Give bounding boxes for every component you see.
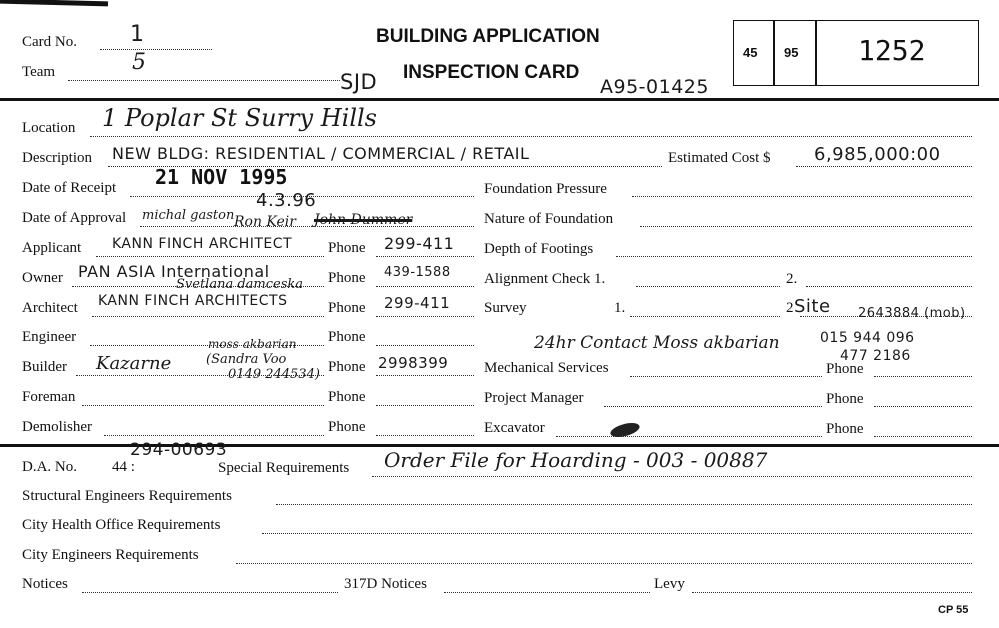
depth-footings-line — [616, 256, 972, 257]
owner-value: PAN ASIA International — [78, 262, 270, 281]
da-no-label: D.A. No. — [22, 459, 77, 475]
applicant-phone: 299-411 — [384, 234, 455, 253]
structural-label: Structural Engineers Requirements — [22, 488, 232, 504]
applicant-value: KANN FINCH ARCHITECT — [112, 236, 293, 252]
depth-footings-label: Depth of Footings — [484, 241, 594, 257]
location-value: 1 Poplar St Surry Hills — [102, 104, 377, 132]
foreman-phone-label: Phone — [328, 389, 366, 405]
survey-site: Site — [794, 296, 831, 317]
mechanical-line — [630, 376, 822, 377]
reference-box — [733, 20, 979, 86]
demolisher-line — [104, 435, 324, 436]
contact-note: 24hr Contact Moss akbarian — [534, 333, 780, 353]
alignment-line-1 — [636, 286, 780, 287]
survey-2: 2 — [786, 300, 794, 316]
team-value: 5 — [132, 50, 146, 75]
contact-phone-1: 015 944 096 — [820, 330, 915, 346]
architect-value: KANN FINCH ARCHITECTS — [98, 293, 288, 309]
owner-label: Owner — [22, 270, 63, 286]
owner-phone-label: Phone — [328, 270, 366, 286]
description-label: Description — [22, 150, 92, 166]
title-line-2: INSPECTION CARD — [403, 62, 580, 83]
survey-1: 1. — [614, 300, 626, 316]
team-line — [68, 80, 340, 81]
builder-label: Builder — [22, 359, 67, 375]
builder-note-1: moss akbarian — [208, 337, 297, 351]
demolisher-label: Demolisher — [22, 419, 92, 435]
nature-foundation-line — [640, 226, 972, 227]
footer-code: CP 55 — [938, 604, 969, 616]
demolisher-phone-label: Phone — [328, 419, 366, 435]
title-line-1: BUILDING APPLICATION — [376, 26, 600, 47]
estimated-cost-label: Estimated Cost $ — [668, 150, 771, 166]
team-label: Team — [22, 64, 56, 80]
estimated-cost-value: 6,985,000:00 — [814, 144, 941, 165]
city-engineers-label: City Engineers Requirements — [22, 547, 199, 563]
builder-phone: 2998399 — [378, 354, 449, 372]
project-manager-phone-label: Phone — [826, 391, 864, 407]
architect-phone-line — [376, 316, 474, 317]
contact-phone-2: 477 2186 — [840, 348, 911, 364]
owner-note: Svetlana damceska — [176, 277, 304, 292]
mechanical-phone-label: Phone — [826, 361, 864, 377]
applicant-line — [96, 256, 324, 257]
foundation-pressure-label: Foundation Pressure — [484, 181, 607, 197]
levy-label: Levy — [654, 576, 685, 592]
date-approval-value: 4.3.96 — [256, 190, 317, 211]
builder-phone-label: Phone — [328, 359, 366, 375]
box-value-3: 1252 — [858, 34, 926, 67]
builder-value: Kazarne — [96, 353, 172, 374]
structural-line — [276, 504, 972, 505]
city-health-label: City Health Office Requirements — [22, 517, 221, 533]
owner-phone-line — [376, 286, 474, 287]
engineer-phone-label: Phone — [328, 329, 366, 345]
applicant-phone-line — [376, 256, 474, 257]
excavator-phone-label: Phone — [826, 421, 864, 437]
special-requirements-label: Special Requirements — [218, 460, 350, 476]
location-label: Location — [22, 120, 76, 136]
excavator-line — [556, 436, 822, 437]
applicant-phone-label: Phone — [328, 240, 366, 256]
nature-foundation-label: Nature of Foundation — [484, 211, 614, 227]
survey-site-phone: 2643884 (mob) — [858, 306, 966, 321]
city-engineers-line — [236, 563, 972, 564]
excavator-phone-line — [874, 436, 972, 437]
foundation-pressure-line — [632, 196, 972, 197]
mechanical-label: Mechanical Services — [484, 360, 609, 376]
top-corner-mark — [0, 0, 108, 6]
notices-line — [82, 592, 338, 593]
description-value: NEW BLDG: RESIDENTIAL / COMMERCIAL / RETAIL — [112, 144, 530, 163]
card-no-line — [100, 49, 212, 50]
date-approval-label: Date of Approval — [22, 210, 127, 226]
mechanical-phone-line — [874, 376, 972, 377]
excavator-label: Excavator — [484, 420, 545, 436]
notices-label: Notices — [22, 576, 68, 592]
foreman-line — [82, 405, 324, 406]
project-manager-line — [604, 406, 822, 407]
box-value-1: 45 — [743, 45, 758, 60]
survey-line-1 — [630, 316, 780, 317]
architect-line — [92, 316, 324, 317]
alignment-line-2 — [806, 286, 972, 287]
application-number-handwritten: A95-01425 — [600, 76, 709, 98]
builder-note-3: 0149 244534) — [228, 367, 320, 382]
approval-note-2: Ron Keir — [234, 214, 296, 230]
alignment-check-label: Alignment Check 1. — [484, 271, 606, 287]
notices-317d-line — [444, 592, 650, 593]
da-value: 294-00693 — [130, 440, 228, 460]
foreman-label: Foreman — [22, 389, 76, 405]
demolisher-phone-line — [376, 435, 474, 436]
engineer-label: Engineer — [22, 329, 77, 345]
approval-note-1: michal gaston — [142, 208, 235, 223]
owner-phone: 439-1588 — [384, 265, 451, 280]
notices-317d-label: 317D Notices — [344, 576, 427, 592]
foreman-phone-line — [376, 405, 474, 406]
date-receipt-value: 21 NOV 1995 — [155, 165, 288, 189]
architect-phone-label: Phone — [328, 300, 366, 316]
initials-handwritten: SJD — [340, 70, 378, 94]
applicant-label: Applicant — [22, 240, 82, 256]
approval-struck-name: John Dummer — [314, 212, 413, 228]
special-requirements-line — [372, 476, 972, 477]
special-requirements-value: Order File for Hoarding - 003 - 00887 — [384, 448, 768, 472]
date-receipt-label: Date of Receipt — [22, 180, 117, 196]
card-no-label: Card No. — [22, 34, 77, 50]
location-line — [90, 136, 972, 137]
architect-label: Architect — [22, 300, 78, 316]
survey-label: Survey — [484, 300, 527, 316]
project-manager-phone-line — [874, 406, 972, 407]
estimated-cost-line — [796, 166, 972, 167]
date-approval-line — [140, 226, 474, 227]
project-manager-label: Project Manager — [484, 390, 584, 406]
builder-phone-line — [376, 375, 474, 376]
alignment-check-2: 2. — [786, 271, 798, 287]
builder-note-2: (Sandra Voo — [206, 352, 287, 367]
header-rule — [0, 98, 999, 101]
city-health-line — [262, 533, 972, 534]
da-prefix: 44 : — [112, 459, 135, 475]
engineer-phone-line — [376, 345, 474, 346]
box-divider-1 — [773, 20, 775, 86]
card-no-value: 1 — [130, 22, 145, 47]
levy-line — [692, 592, 972, 593]
box-value-2: 95 — [784, 45, 799, 60]
box-divider-2 — [815, 20, 817, 86]
architect-phone: 299-411 — [384, 294, 451, 312]
